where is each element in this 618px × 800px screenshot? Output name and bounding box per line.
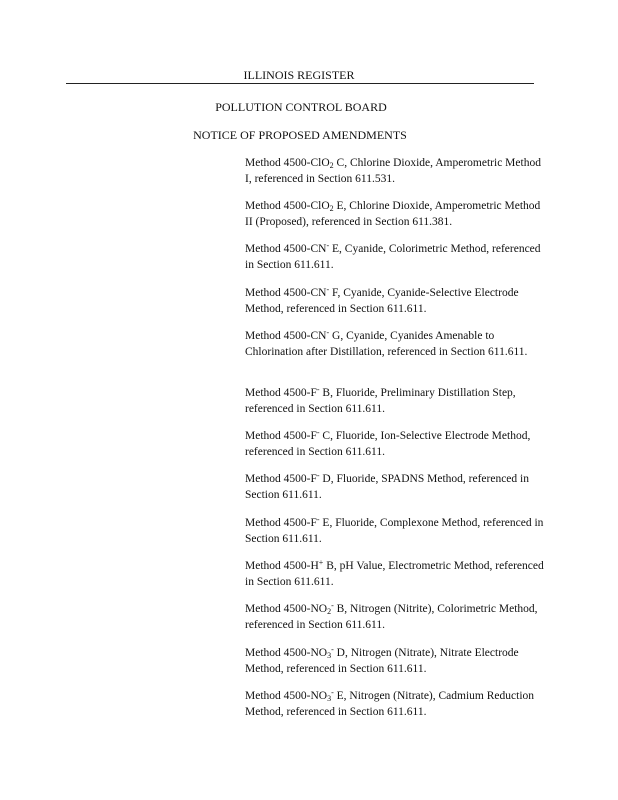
method-entry: Method $4500-NO_3^-$ E, Nitrogen (Nitrate), Cadmium Reduction Method, referenced in Section 611.611. (245, 688, 535, 718)
notice-heading: NOTICE OF PROPOSED AMENDMENTS (193, 128, 407, 142)
method-entry: Method 4500-F- C, Fluoride, Ion-Selective Electrode Method, referenced in Section 611.611. (245, 428, 531, 458)
method-entry: Method 4500-CN- E, Cyanide, Colorimetric Method, referenced in Section 611.611. (245, 241, 541, 271)
method-entry: Method 4500-F- E, Fluoride, Complexone Method, referenced in Section 611.611. (245, 515, 544, 545)
method-entry: Method 4500-F- D, Fluoride, SPADNS Method, referenced in Section 611.611. (245, 471, 529, 501)
method-entry: Method $4500-NO_2^-$ B, Nitrogen (Nitrite), Colorimetric Method, referenced in Section 611.611. (245, 601, 538, 631)
register-title: ILLINOIS REGISTER (243, 68, 355, 82)
method-entry: Method $4500-NO_3^-$ D, Nitrogen (Nitrate), Nitrate Electrode Method, referenced in Section 611.611. (245, 645, 519, 675)
method-entry: Method 4500-F- B, Fluoride, Preliminary Distillation Step, referenced in Section 611.611. (245, 385, 516, 415)
method-entry: Method 4500-H+ B, pH Value, Electrometric Method, referenced in Section 611.611. (245, 558, 544, 588)
header-rule (66, 83, 534, 84)
board-name: POLLUTION CONTROL BOARD (215, 100, 387, 114)
method-entry: Method 4500-CN- G, Cyanide, Cyanides Amenable to Chlorination after Distillation, referenced in Section 611.611. (245, 328, 528, 358)
method-entry: Method 4500-ClO$_2$ E, Chlorine Dioxide, Amperometric Method II (Proposed), referenced in Section 611.381. (245, 200, 541, 228)
method-entry: Method 4500-CN- F, Cyanide, Cyanide-Selective Electrode Method, referenced in Section 611.611. (245, 285, 519, 315)
method-entry: Method 4500-ClO$_2$ C, Chlorine Dioxide, Amperometric Method I, referenced in Section 611.531. (245, 157, 541, 185)
